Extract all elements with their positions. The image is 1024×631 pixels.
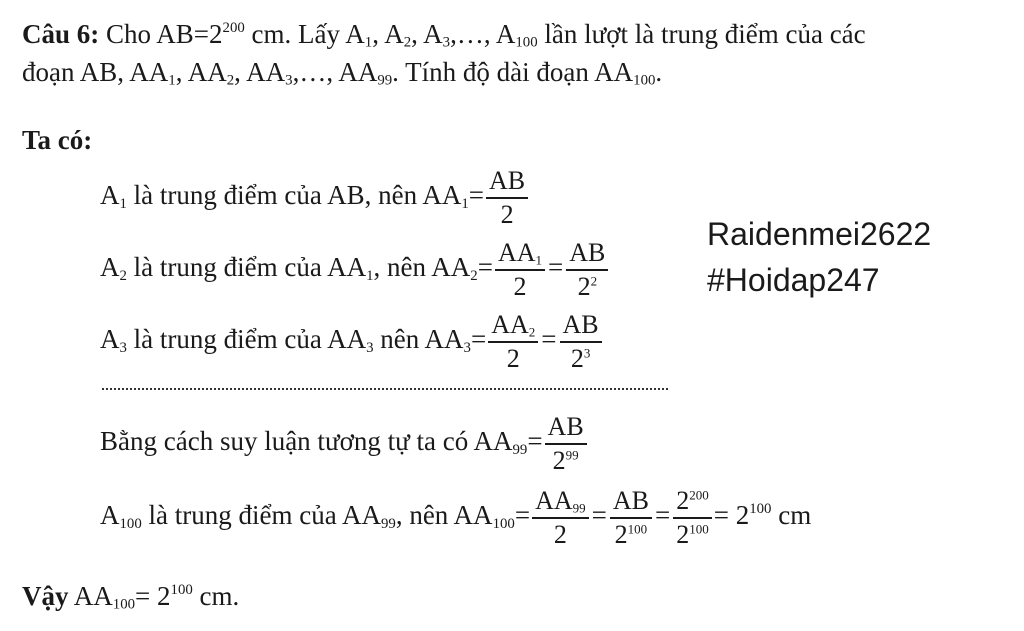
fraction: $\frac{2^{200}}{2^{100}}$	[673, 488, 712, 548]
solution-step-2: $A_2$ là trung điểm của $AA_1$, nên $AA_2=$ $\frac{AA_1}{2}$ = $\frac{AB}{2^2}$	[100, 240, 610, 300]
fraction: $\frac{AB}{2^2}$	[566, 240, 608, 300]
question-label: Câu 6:	[22, 19, 100, 49]
watermark-username: Raidenmei2622	[707, 216, 932, 252]
conclusion: Vậy $AA_{100}= 2^{100}$ cm.	[22, 581, 240, 613]
solution-step-5: $A_{100}$ là trung điểm của $AA_{99}$, nên $AA_{100}=$ $\frac{AA_{99}}{2}$ = $\frac{AB}{2^{100}}$ = $\frac{2^{200}}{2^{100}}$ = $2^{100}$ cm	[100, 486, 812, 549]
solution-step-3: $A_3$ là trung điểm của $AA_3$ nên $AA_3=$ $\frac{AA_2}{2}$ = $\frac{AB}{2^3}$	[100, 312, 604, 372]
conclusion-label: Vậy	[22, 581, 69, 611]
fraction: $\frac{AB}{2^{99}}$	[545, 414, 587, 474]
solution-step-1: $A_1$ là trung điểm của AB, nên $AA_1=$ $\frac{AB}{2}$	[100, 168, 530, 228]
fraction: $\frac{AB}{2^3}$	[560, 312, 602, 372]
question-line-1: Câu 6: Cho $AB=2^{200}$ cm. Lấy $A_1$, $A_2$, $A_3,\dots$, $A_{100}$ lần lượt là trung điểm của các	[22, 19, 866, 51]
fraction: $\frac{AA_1}{2}$	[495, 240, 545, 300]
solution-step-4: Bằng cách suy luận tương tự ta có $AA_{99}=$ $\frac{AB}{2^{99}}$	[100, 414, 589, 474]
fraction: $\frac{AB}{2}$	[486, 168, 528, 228]
fraction: $\frac{AA_2}{2}$	[488, 312, 538, 372]
dotted-divider	[102, 388, 668, 390]
question-line-2: đoạn AB, $AA_1$, $AA_2$, $AA_3,\dots$, $AA_{99}$. Tính độ dài đoạn $AA_{100}$.	[22, 57, 663, 89]
fraction: $\frac{AA_{99}}{2}$	[532, 488, 589, 548]
section-heading: Ta có:	[22, 125, 93, 155]
fraction: $\frac{AB}{2^{100}}$	[610, 488, 652, 548]
watermark-hashtag: #Hoidap247	[707, 262, 880, 298]
